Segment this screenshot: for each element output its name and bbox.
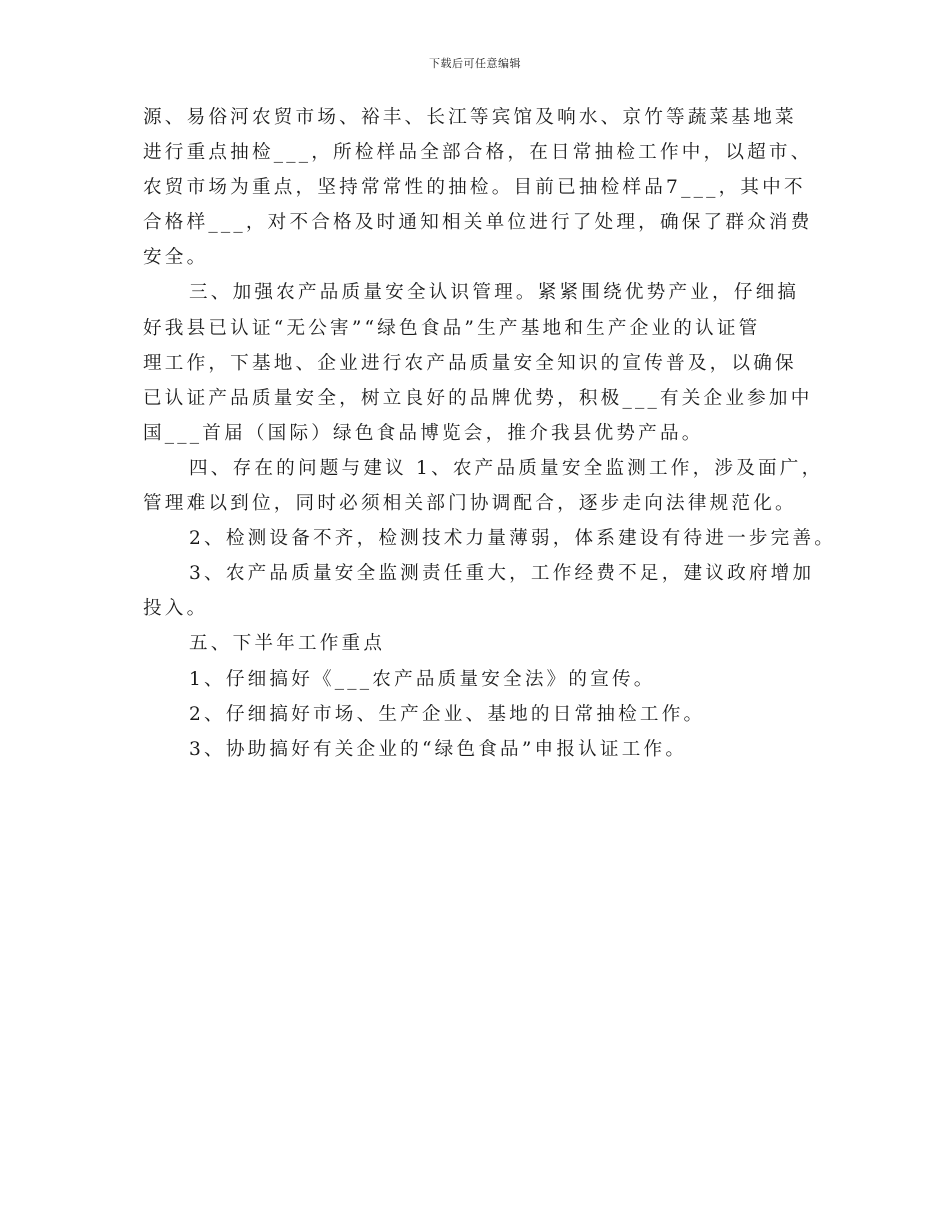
text-line: 四、存在的问题与建议 1、农产品质量安全监测工作，涉及面广， (189, 457, 824, 479)
document-body (143, 100, 837, 767)
text-line: 安全。 (143, 247, 209, 269)
text-line: 三、加强农产品质量安全认识管理。紧紧围绕优势产业，仔细搞 (189, 282, 800, 304)
text-line: 2、检测设备不齐，检测技术力量薄弱，体系建设有待进一步完善。 (189, 528, 837, 550)
text-line: 投入。 (143, 598, 209, 620)
text-line: 3、农产品质量安全监测责任重大，工作经费不足，建议政府增加 (189, 563, 815, 585)
text-line: 2、仔细搞好市场、生产企业、基地的日常抽检工作。 (189, 703, 706, 725)
text-line: 已认证产品质量安全，树立良好的品牌优势，积极___有关企业参加中 (143, 387, 813, 409)
text-line: 3、协助搞好有关企业的“绿色食品”申报认证工作。 (189, 738, 688, 760)
text-line: 五、下半年工作重点 (189, 633, 386, 655)
text-line: 合格样___，对不合格及时通知相关单位进行了处理，确保了群众消费 (143, 212, 813, 234)
header-text: 下载后可任意编辑 (429, 57, 521, 70)
text-line: 理工作，下基地、企业进行农产品质量安全知识的宣传普及，以确保 (143, 352, 797, 374)
text-line: 管理难以到位，同时必须相关部门协调配合，逐步走向法律规范化。 (143, 493, 797, 515)
text-line: 进行重点抽检___，所检样品全部合格，在日常抽检工作中，以超市、 (143, 142, 813, 164)
text-line: 好我县已认证“无公害”“绿色食品”生产基地和生产企业的认证管 (143, 317, 761, 339)
text-line: 农贸市场为重点，坚持常常性的抽检。目前已抽检样品7___，其中不 (143, 177, 806, 199)
text-line: 源、易俗河农贸市场、裕丰、长江等宾馆及响水、京竹等蔬菜基地菜 (143, 107, 797, 128)
text-line: 国___首届（国际）绿色食品博览会，推介我县优势产品。 (143, 422, 704, 444)
page-header (0, 55, 950, 71)
text-line: 1、仔细搞好《___农产品质量安全法》的宣传。 (189, 668, 656, 690)
